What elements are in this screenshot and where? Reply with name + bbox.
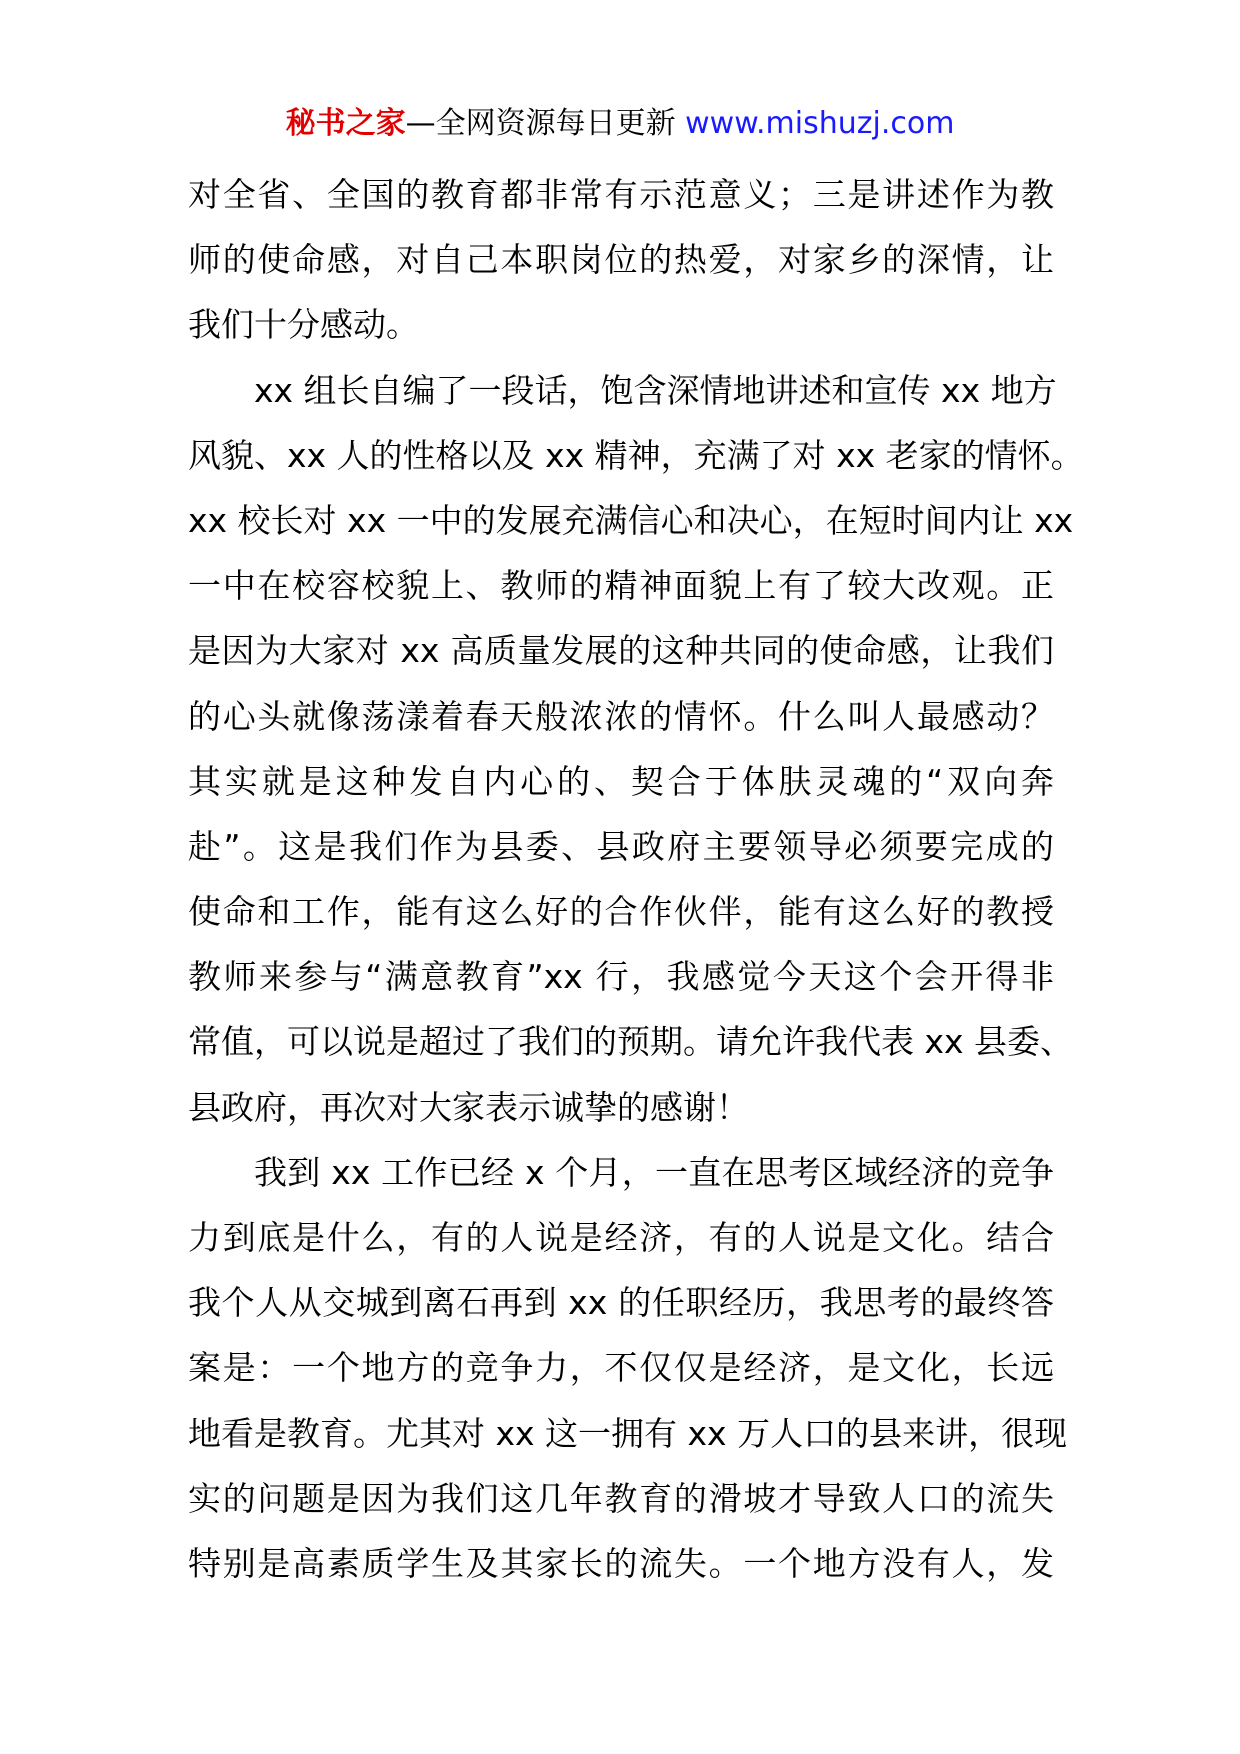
text-line: 是因为大家对 xx 高质量发展的这种共同的使命感，让我们 — [188, 631, 1054, 671]
text-line: xx 校长对 xx 一中的发展充满信心和决心，在短时间内让 xx — [188, 500, 1074, 540]
text-line: xx 组长自编了一段话，饱含深情地讲述和宣传 xx 地方 — [254, 370, 1057, 410]
text-line: 力到底是什么，有的人说是经济，有的人说是文化。结合 — [188, 1218, 1054, 1257]
text-line: 其实就是这种发自内心的、契合于体肤灵魂的“双向奔 — [188, 761, 1054, 801]
text-line: 风貌、xx 人的性格以及 xx 精神，充满了对 xx 老家的情怀。 — [188, 435, 1084, 475]
text-line: 县政府，再次对大家表示诚挚的感谢！ — [188, 1087, 749, 1127]
text-line: 实的问题是因为我们这几年教育的滑坡才导致人口的流失 — [188, 1478, 1054, 1518]
text-line: 的心头就像荡漾着春天般浓浓的情怀。什么叫人最感动？ — [188, 696, 1054, 736]
text-line: 常值，可以说是超过了我们的预期。请允许我代表 xx 县委、 — [188, 1022, 1074, 1062]
text-line: 一中在校容校貌上、教师的精神面貌上有了较大改观。正 — [188, 566, 1054, 606]
page-header — [0, 98, 1240, 150]
text-line: 师的使命感，对自己本职岗位的热爱，对家乡的深情，让 — [188, 240, 1054, 280]
header-brand: 秘书之家 — [285, 106, 406, 141]
text-line: 我个人从交城到离石再到 xx 的任职经历，我思考的最终答 — [188, 1283, 1054, 1323]
text-line: 教师来参与“满意教育”xx 行，我感觉今天这个会开得非 — [188, 957, 1054, 997]
text-line: 案是：一个地方的竞争力，不仅仅是经济，是文化，长远 — [188, 1348, 1054, 1388]
text-line: 地看是教育。尤其对 xx 这一拥有 xx 万人口的县来讲，很现 — [188, 1413, 1068, 1453]
text-line: 赴”。这是我们作为县委、县政府主要领导必须要完成的 — [188, 826, 1054, 866]
header-tagline: —全网资源每日更新 — [405, 106, 676, 141]
text-line: 我到 xx 工作已经 x 个月，一直在思考区域经济的竞争 — [254, 1152, 1054, 1192]
text-line: 我们十分感动。 — [188, 305, 419, 345]
header-url-link[interactable]: www.mishuzj.com — [685, 106, 955, 141]
body-text — [188, 162, 1084, 1596]
text-line: 使命和工作，能有这么好的合作伙伴，能有这么好的教授 — [188, 892, 1054, 932]
text-line: 对全省、全国的教育都非常有示范意义；三是讲述作为教 — [188, 175, 1054, 214]
text-line: 特别是高素质学生及其家长的流失。一个地方没有人，发 — [188, 1543, 1054, 1583]
